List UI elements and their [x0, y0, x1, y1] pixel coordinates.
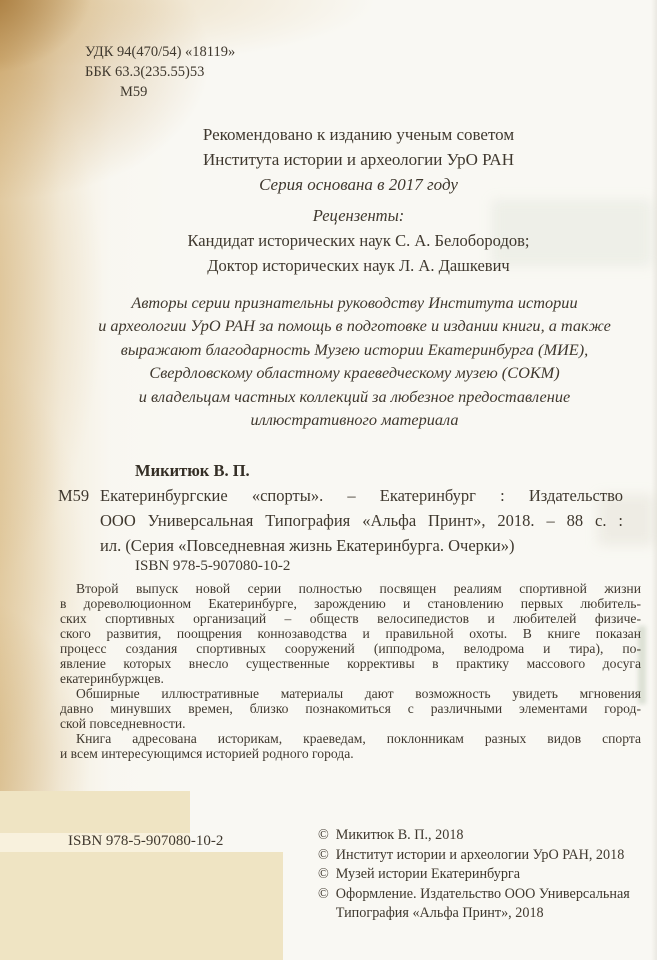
- series-note: Серия основана в 2017 году: [259, 175, 458, 194]
- author-code: М59: [58, 486, 90, 505]
- copyright-row: [318, 865, 650, 885]
- acknowledgment-block: [52, 291, 657, 431]
- reviewer-line: Кандидат исторических наук С. А. Белобородов;: [187, 231, 530, 250]
- annotation-line: процесс создания спортивных сооружений (ипподрома, велодрома и тира), по-: [60, 641, 641, 656]
- approval-line: Рекомендовано к изданию ученым советом: [202, 125, 515, 144]
- isbn: ISBN 978-5-907080-10-2: [135, 558, 291, 574]
- annotation-line: в дореволюционном Екатеринбурге, зарождению и становлению первых любитель-: [60, 596, 641, 611]
- copyright-symbol: ©: [318, 866, 329, 882]
- copyright-text: Микитюк В. П., 2018: [335, 827, 464, 843]
- reviewers-lines: [60, 228, 657, 278]
- annotation-line: явление которых внесло существенные коррективы в практику массового досуга: [60, 656, 641, 671]
- annotation-line: Обширные иллюстративные материалы дают возможность увидеть мгновения: [76, 686, 641, 701]
- annotation-line: Книга адресована историкам, краеведам, поклонникам разных видов спорта: [76, 731, 641, 746]
- annotation-line: давно минувших времен, близко познакомиться с различными элементами город-: [60, 701, 641, 716]
- annotation-line: ских спортивных организаций – обществ велосипедистов и любителей физиче-: [60, 611, 641, 626]
- acknowledgment-line: Свердловскому областному краеведческому музею (СОКМ): [149, 363, 560, 383]
- approval-block: [60, 122, 657, 197]
- acknowledgment-line: выражают благодарность Музею истории Екатеринбурга (МИЕ),: [120, 339, 589, 359]
- catalog-codes: [85, 42, 235, 102]
- copyright-symbol: ©: [318, 846, 329, 863]
- copyright-row: [318, 846, 650, 866]
- annotation-para: [60, 686, 641, 731]
- footer: [60, 826, 650, 956]
- bibliographic-line: ил. (Серия «Повседневная жизнь Екатеринбурга. Очерки»): [100, 536, 515, 555]
- copyright-text: Музей истории Екатеринбурга: [335, 866, 521, 882]
- reviewers-block: [60, 203, 657, 278]
- copyright-text: Оформление. Издательство ООО Универсальная Типография «Альфа Принт», 2018: [335, 885, 630, 921]
- annotation-line: Второй выпуск новой серии полностью посвящен реалиям спортивной жизни: [76, 581, 641, 596]
- reviewers-heading: Рецензенты:: [312, 206, 405, 225]
- copyright-text: Институт истории и археологии УрО РАН, 2018: [335, 846, 625, 863]
- author-name: Микитюк В. П.: [135, 461, 250, 480]
- annotation-line: и всем интересующимся историей родного города.: [60, 746, 354, 761]
- acknowledgment-line: и владельцам частных коллекций за любезное предоставление: [138, 386, 571, 406]
- copyright-list: [318, 826, 650, 924]
- author-code: М59: [120, 84, 148, 100]
- annotation-para: [60, 731, 641, 761]
- bibliographic-block: [60, 458, 643, 558]
- reviewer-line: Доктор исторических наук Л. А. Дашкевич: [207, 256, 510, 275]
- annotation-line: екатеринбуржцев.: [60, 671, 164, 686]
- acknowledgment-line: иллюстративного материала: [250, 410, 459, 430]
- copyright-row: [318, 826, 650, 846]
- annotation-line: ской повседневности.: [60, 716, 186, 731]
- copyright-symbol: ©: [318, 885, 329, 902]
- annotation-para: [60, 581, 641, 686]
- footer-isbn: ISBN 978-5-907080-10-2: [68, 833, 224, 849]
- approval-lines: [60, 122, 657, 172]
- acknowledgment-line: и археологии УрО РАН за помощь в подготовке и издании книги, а также: [98, 316, 611, 336]
- annotation: [60, 581, 641, 761]
- copyright-row: [318, 885, 650, 924]
- approval-line: Института истории и археологии УрО РАН: [203, 150, 514, 169]
- bbk-line: ББК 63.3(235.55)53: [85, 64, 205, 80]
- bibliographic-entry: [58, 483, 623, 558]
- udk-line: УДК 94(470/54) «18119»: [85, 44, 236, 60]
- bibliographic-line: ООО Универсальная Типография «Альфа Принт», 2018. – 88 с. :: [100, 511, 623, 530]
- bibliographic-line: Екатеринбургские «спорты». – Екатеринбург : Издательство: [100, 486, 623, 505]
- acknowledgment-line: Авторы серии признательны руководству Института истории: [131, 293, 578, 312]
- annotation-line: ского развития, поощрения коннозаводства и правильной охоты. В книге показан: [60, 626, 641, 641]
- copyright-symbol: ©: [318, 827, 329, 843]
